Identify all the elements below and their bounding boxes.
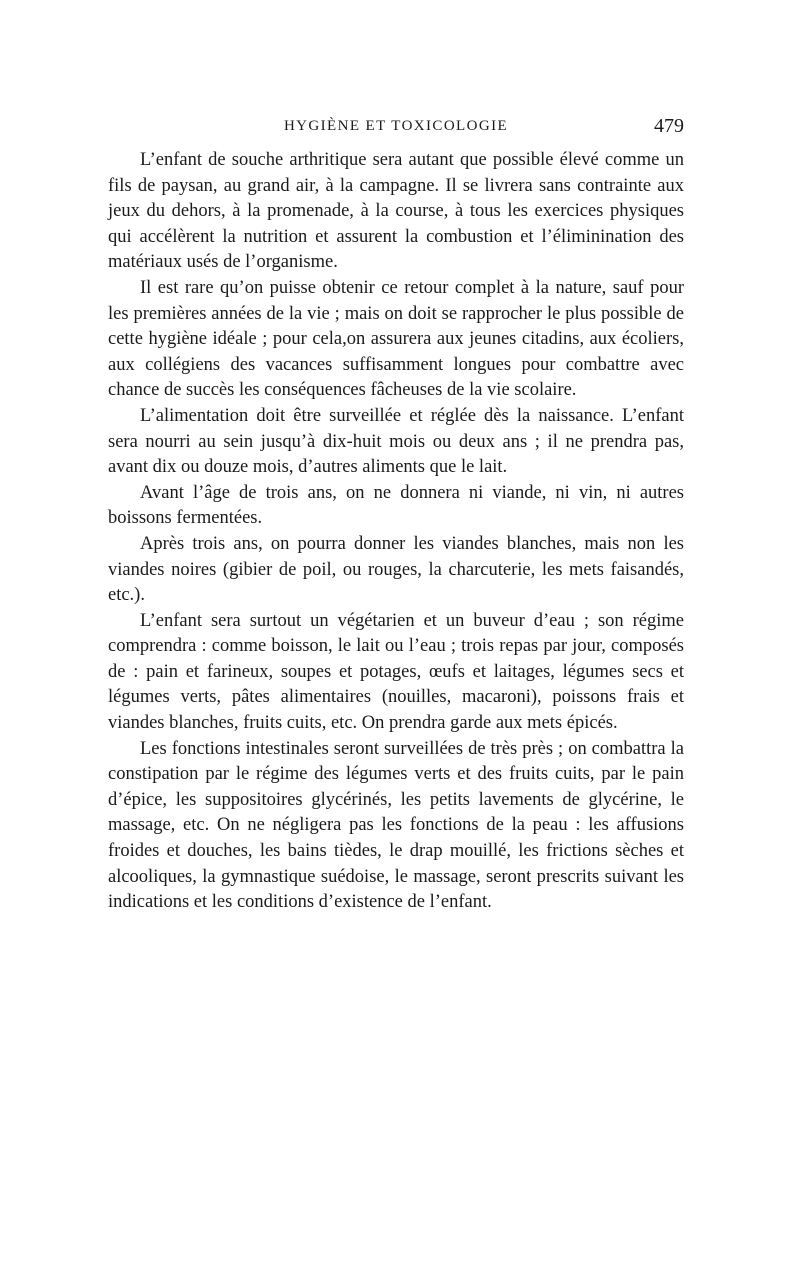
- page-header: [108, 115, 684, 142]
- paragraph-4: Avant l’âge de trois ans, on ne donnera ni viande, ni vin, ni autres boissons fermentées.: [108, 482, 684, 529]
- paragraph-6: L’enfant sera surtout un végétarien et un buveur d’eau ; son régime comprendra : comme boisson, le lait ou l’eau ; trois repas par jour, composés de : pain et farineux, soupes et potages, œufs et laitages, légumes secs et légumes verts, pâtes alimentaires (nouilles, macaroni), poissons frais et viandes blanches, fruits cuits, etc. On prendra garde aux mets épicés.: [108, 610, 684, 734]
- paragraph-2: Il est rare qu’on puisse obtenir ce retour complet à la nature, sauf pour les premières années de la vie ; mais on doit se rapprocher le plus possible de cette hygiène idéale ; pour cela,on assurera aux jeunes citadins, aux écoliers, aux collégiens des vacances suffisamment longues pour combattre avec chance de succès les conséquences fâcheuses de la vie scolaire.: [108, 277, 684, 401]
- paragraph-5: Après trois ans, on pourra donner les viandes blanches, mais non les viandes noires (gibier de poil, ou rouges, la charcuterie, les mets faisandés, etc.).: [108, 533, 684, 606]
- running-title: HYGIÈNE ET TOXICOLOGIE: [283, 118, 509, 134]
- paragraph-7: Les fonctions intestinales seront surveillées de très près ; on combattra la constipation par le régime des légumes verts et des fruits cuits, par le pain d’épice, les suppositoires glycérinés, les petits lavements de glycérine, le massage, etc. On ne négligera pas les fonctions de la peau : les affusions froides et douches, les bains tièdes, le drap mouillé, les frictions sèches et alcooliques, la gymnastique suédoise, le massage, seront prescrits suivant les indications et les conditions d’existence de l’enfant.: [108, 738, 684, 913]
- page-number: 479: [654, 115, 684, 137]
- paragraph-1: L’enfant de souche arthritique sera autant que possible élevé comme un fils de paysan, au grand air, à la campagne. Il se livrera sans contrainte aux jeux du dehors, à la promenade, à la course, à tous les exercices physiques qui accélèrent la nutrition et assurent la combustion et l’éliminination des matériaux usés de l’organisme.: [108, 150, 684, 273]
- paragraph-3: L’alimentation doit être surveillée et réglée dès la naissance. L’enfant sera nourri au sein jusqu’à dix-huit mois ou deux ans ; il ne prendra pas, avant dix ou douze mois, d’autres aliments que le lait.: [108, 405, 684, 478]
- body-text: [108, 148, 684, 916]
